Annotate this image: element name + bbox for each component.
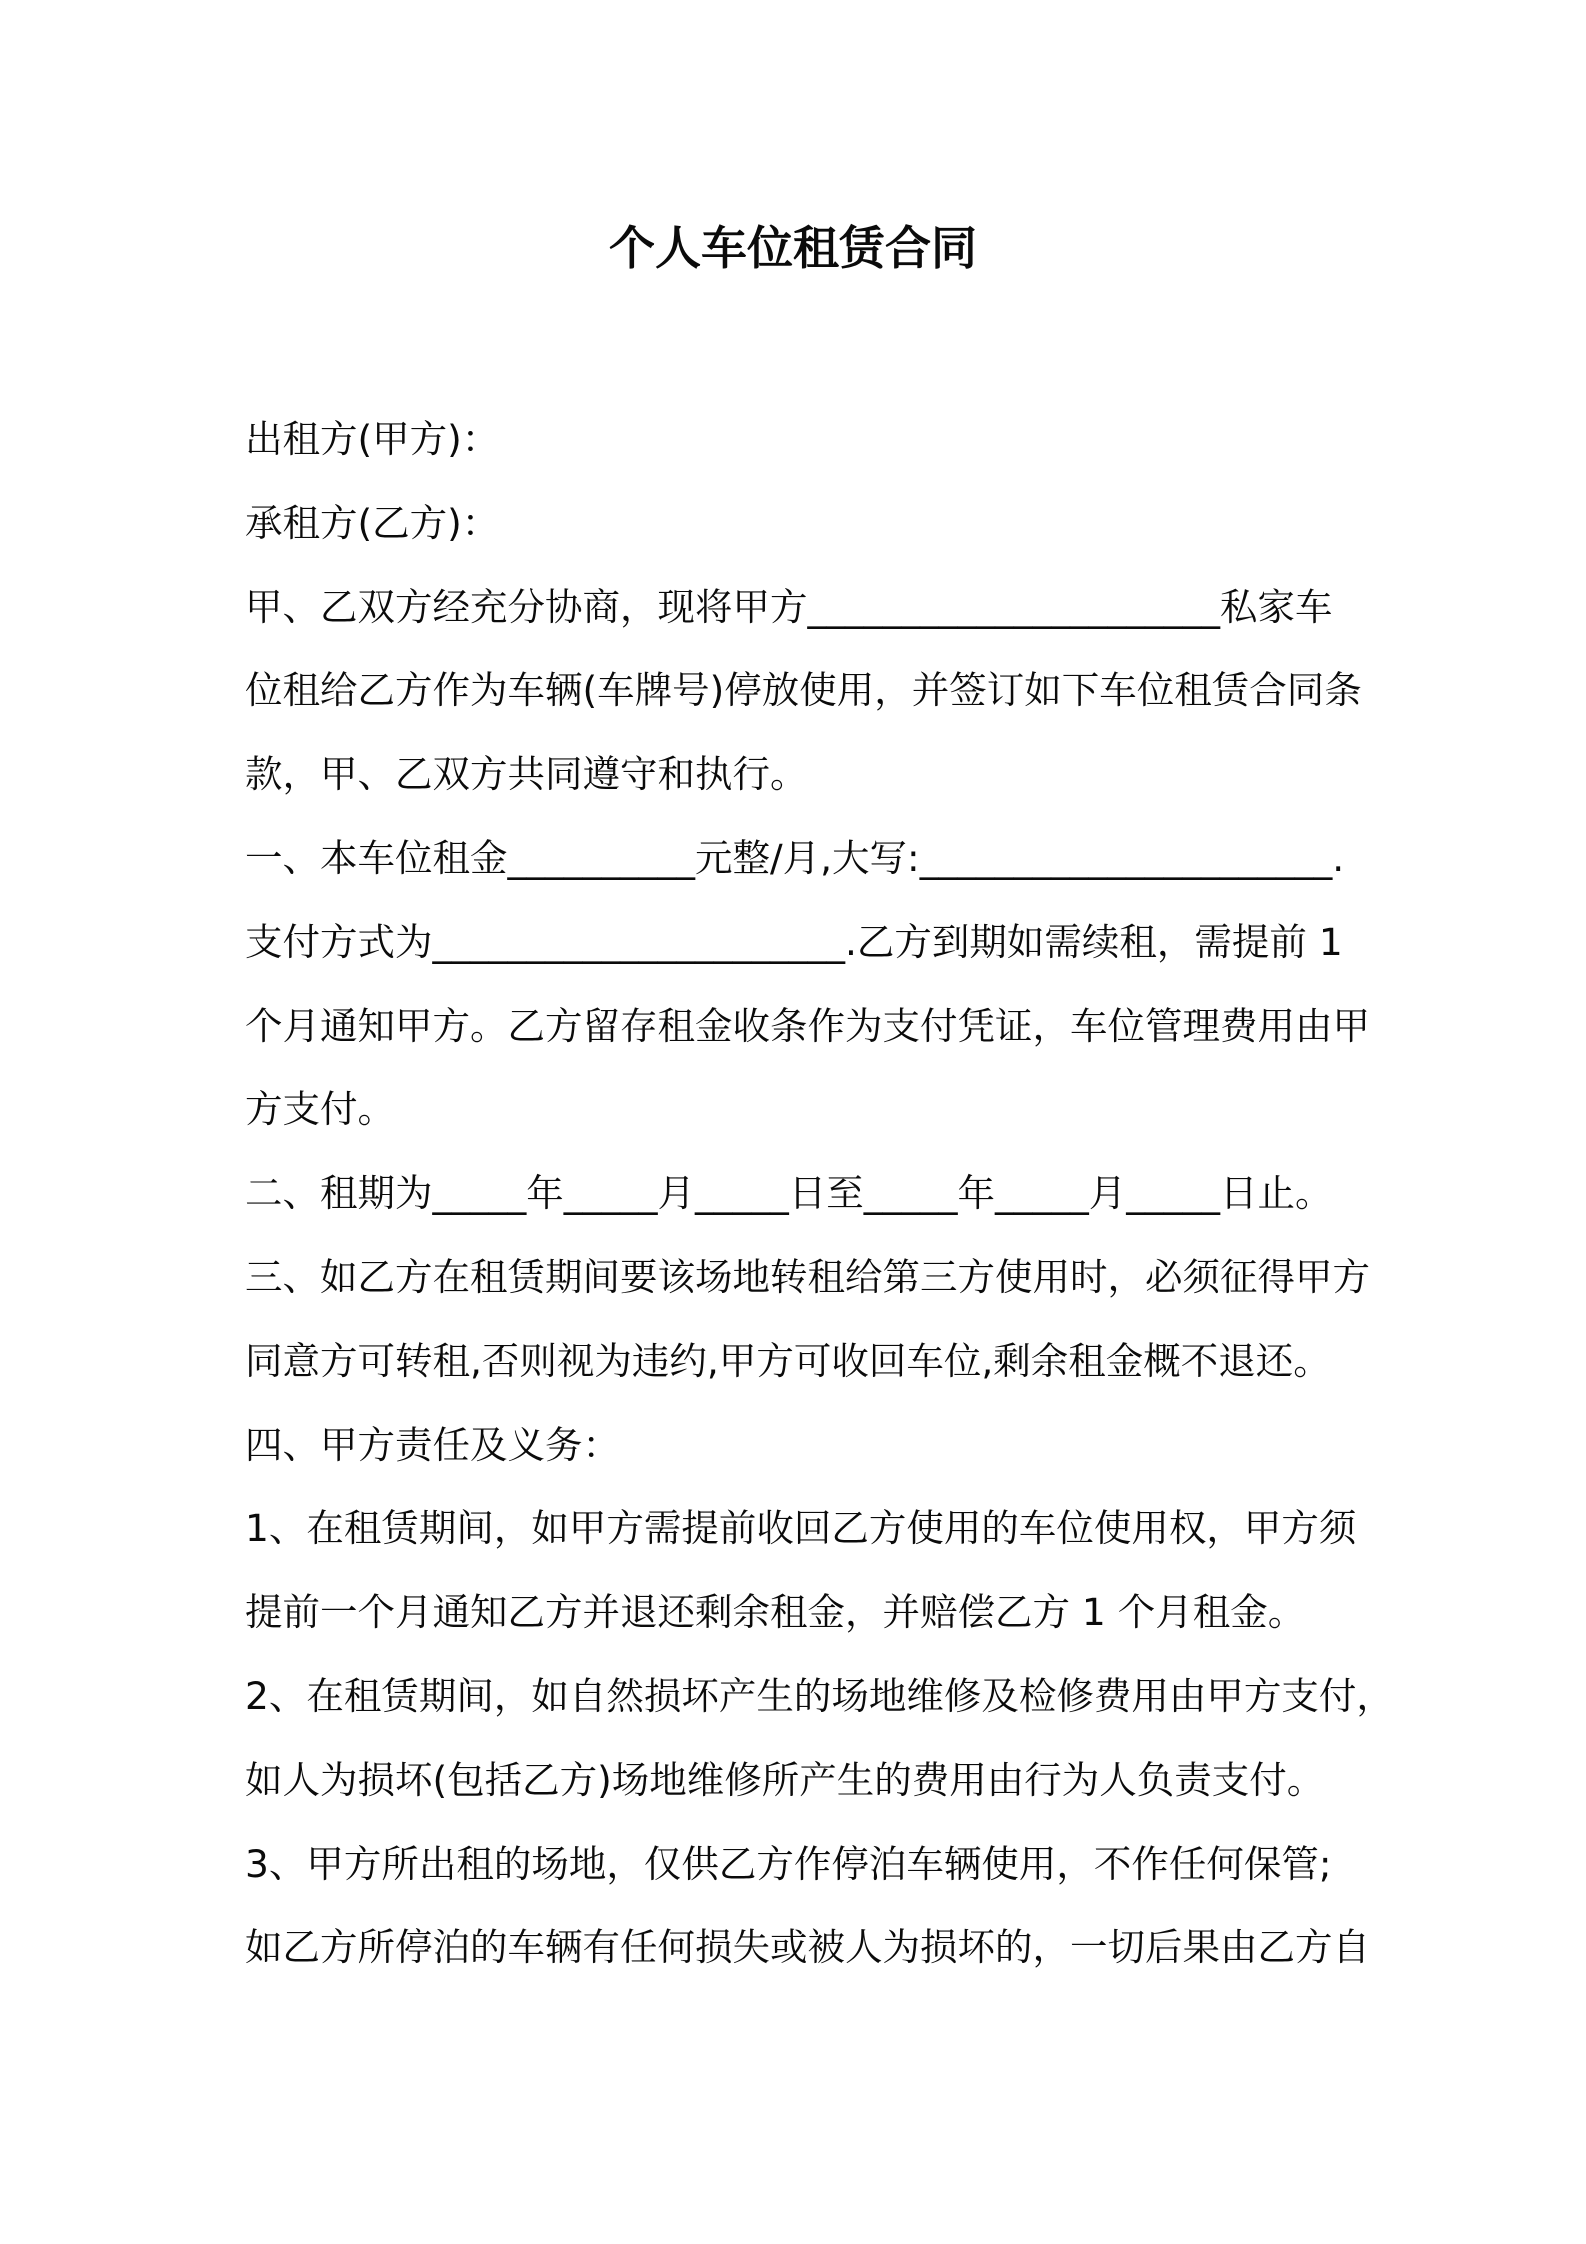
text-line: 支付方式为______________________.乙方到期如需续租，需提前 1 bbox=[245, 919, 1343, 964]
text-line: 提前一个月通知乙方并退还剩余租金，并赔偿乙方 1 个月租金。 bbox=[245, 1590, 1306, 1635]
clause-4-heading bbox=[245, 1404, 1545, 1488]
text-line: 同意方可转租,否则视为违约,甲方可收回车位,剩余租金概不退还。 bbox=[245, 1338, 1331, 1383]
clause-4-item-1 bbox=[245, 1487, 1545, 1655]
preamble-paragraph bbox=[245, 566, 1545, 817]
clause-4-item-3 bbox=[245, 1823, 1545, 1991]
clause-1-rent bbox=[245, 817, 1545, 1152]
text-line: 位租给乙方作为车辆(车牌号)停放使用，并签订如下车位租赁合同条 bbox=[245, 668, 1362, 713]
text-line: 个月通知甲方。乙方留存租金收条作为支付凭证，车位管理费用由甲 bbox=[245, 1003, 1370, 1048]
text-line: 3、甲方所出租的场地，仅供乙方作停泊车辆使用，不作任何保管; bbox=[245, 1841, 1332, 1886]
text-line: 一、本车位租金__________元整/月,大写:______________________. bbox=[245, 835, 1345, 880]
contract-body bbox=[245, 398, 1545, 1990]
clause-4-item-2 bbox=[245, 1655, 1545, 1823]
lessor-line bbox=[245, 398, 1545, 482]
text-line: 二、租期为_____年_____月_____日至_____年_____月_____日止。 bbox=[245, 1171, 1333, 1216]
clause-2-term bbox=[245, 1152, 1545, 1236]
text-line: 1、在租赁期间，如甲方需提前收回乙方使用的车位使用权，甲方须 bbox=[245, 1506, 1357, 1551]
text-line: 出租方(甲方)： bbox=[245, 417, 500, 461]
text-line: 承租方(乙方)： bbox=[245, 500, 500, 545]
text-line: 甲、乙双方经充分协商，现将甲方______________________私家车 bbox=[245, 584, 1333, 629]
text-line: 四、甲方责任及义务： bbox=[245, 1422, 620, 1467]
text-line: 方支付。 bbox=[245, 1087, 395, 1132]
page-title: 个人车位租赁合同 bbox=[609, 221, 977, 275]
text-line: 2、在租赁期间，如自然损坏产生的场地维修及检修费用由甲方支付， bbox=[245, 1673, 1394, 1718]
text-line: 三、如乙方在租赁期间要该场地转租给第三方使用时，必须征得甲方 bbox=[245, 1254, 1370, 1299]
text-line: 如人为损坏(包括乙方)场地维修所产生的费用由行为人负责支付。 bbox=[245, 1757, 1325, 1802]
lessee-line bbox=[245, 482, 1545, 566]
text-line: 如乙方所停泊的车辆有任何损失或被人为损坏的，一切后果由乙方自 bbox=[245, 1925, 1370, 1970]
text-line: 款，甲、乙双方共同遵守和执行。 bbox=[245, 752, 808, 797]
clause-3-sublease bbox=[245, 1236, 1545, 1404]
